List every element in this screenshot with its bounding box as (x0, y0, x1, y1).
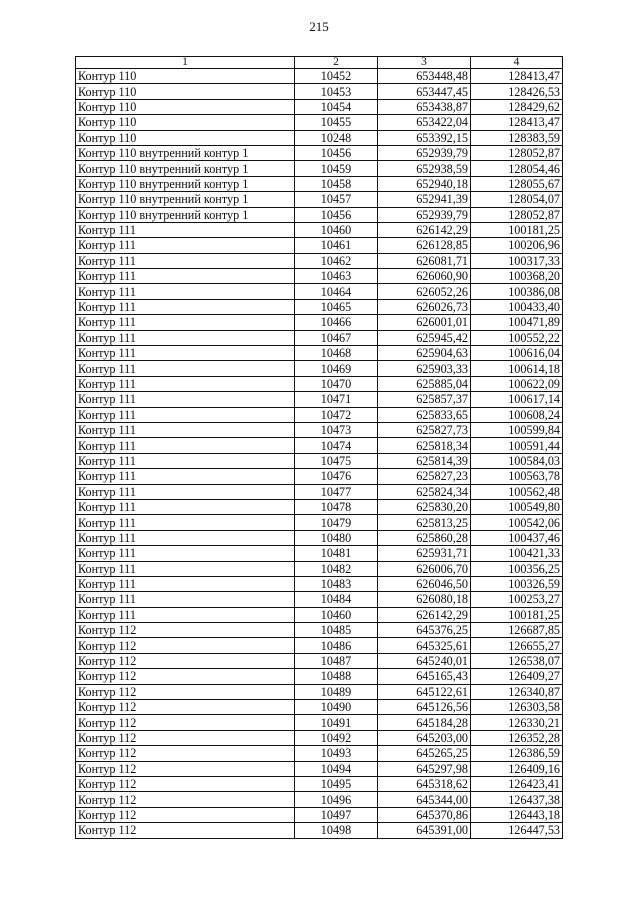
point-number-cell: 10498 (295, 823, 378, 838)
table-row (76, 484, 563, 499)
x-coordinate-cell: 626081,71 (378, 253, 471, 268)
table-row (76, 761, 563, 776)
contour-name-cell: Контур 111 (76, 376, 295, 391)
contour-name-cell: Контур 112 (76, 792, 295, 807)
point-number-cell: 10495 (295, 776, 378, 791)
table-row (76, 792, 563, 807)
x-coordinate-cell: 625813,25 (378, 515, 471, 530)
y-coordinate-cell: 100591,44 (471, 438, 563, 453)
table-row (76, 561, 563, 576)
point-number-cell: 10489 (295, 684, 378, 699)
x-coordinate-cell: 645344,00 (378, 792, 471, 807)
y-coordinate-cell: 100437,46 (471, 530, 563, 545)
point-number-cell: 10496 (295, 792, 378, 807)
x-coordinate-cell: 645165,43 (378, 669, 471, 684)
point-number-cell: 10485 (295, 623, 378, 638)
x-coordinate-cell: 645376,25 (378, 623, 471, 638)
x-coordinate-cell: 645126,56 (378, 700, 471, 715)
table-row (76, 69, 563, 84)
y-coordinate-cell: 128426,53 (471, 84, 563, 99)
y-coordinate-cell: 100471,89 (471, 315, 563, 330)
x-coordinate-cell: 625904,63 (378, 346, 471, 361)
y-coordinate-cell: 100616,04 (471, 346, 563, 361)
contour-name-cell: Контур 111 (76, 438, 295, 453)
point-number-cell: 10478 (295, 499, 378, 514)
table-row (76, 161, 563, 176)
y-coordinate-cell: 128413,47 (471, 69, 563, 84)
y-coordinate-cell: 100549,80 (471, 499, 563, 514)
point-number-cell: 10473 (295, 422, 378, 437)
y-coordinate-cell: 100584,03 (471, 453, 563, 468)
contour-name-cell: Контур 110 внутренний контур 1 (76, 176, 295, 191)
point-number-cell: 10454 (295, 99, 378, 114)
x-coordinate-cell: 625903,33 (378, 361, 471, 376)
y-coordinate-cell: 128429,62 (471, 99, 563, 114)
table-row (76, 576, 563, 591)
contour-name-cell: Контур 112 (76, 823, 295, 838)
table-row (76, 453, 563, 468)
point-number-cell: 10468 (295, 346, 378, 361)
x-coordinate-cell: 625827,73 (378, 422, 471, 437)
point-number-cell: 10481 (295, 546, 378, 561)
y-coordinate-cell: 126437,38 (471, 792, 563, 807)
point-number-cell: 10452 (295, 69, 378, 84)
y-coordinate-cell: 100326,59 (471, 576, 563, 591)
point-number-cell: 10487 (295, 653, 378, 668)
point-number-cell: 10477 (295, 484, 378, 499)
x-coordinate-cell: 626128,85 (378, 238, 471, 253)
contour-name-cell: Контур 111 (76, 238, 295, 253)
table-row (76, 207, 563, 222)
contour-name-cell: Контур 111 (76, 361, 295, 376)
point-number-cell: 10470 (295, 376, 378, 391)
point-number-cell: 10463 (295, 269, 378, 284)
table-header-row (76, 57, 563, 69)
contour-name-cell: Контур 110 (76, 130, 295, 145)
contour-name-cell: Контур 112 (76, 715, 295, 730)
contour-name-cell: Контур 112 (76, 776, 295, 791)
point-number-cell: 10493 (295, 746, 378, 761)
point-number-cell: 10484 (295, 592, 378, 607)
table-row (76, 299, 563, 314)
y-coordinate-cell: 128054,46 (471, 161, 563, 176)
x-coordinate-cell: 652940,18 (378, 176, 471, 191)
y-coordinate-cell: 100386,08 (471, 284, 563, 299)
x-coordinate-cell: 625885,04 (378, 376, 471, 391)
x-coordinate-cell: 645370,86 (378, 807, 471, 822)
y-coordinate-cell: 126340,87 (471, 684, 563, 699)
point-number-cell: 10456 (295, 145, 378, 160)
x-coordinate-cell: 645325,61 (378, 638, 471, 653)
x-coordinate-cell: 645203,00 (378, 730, 471, 745)
contour-name-cell: Контур 111 (76, 499, 295, 514)
contour-name-cell: Контур 111 (76, 222, 295, 237)
y-coordinate-cell: 100253,27 (471, 592, 563, 607)
y-coordinate-cell: 126655,27 (471, 638, 563, 653)
contour-name-cell: Контур 111 (76, 346, 295, 361)
table-row (76, 422, 563, 437)
table-row (76, 438, 563, 453)
x-coordinate-cell: 653422,04 (378, 115, 471, 130)
point-number-cell: 10469 (295, 361, 378, 376)
contour-name-cell: Контур 111 (76, 422, 295, 437)
contour-name-cell: Контур 112 (76, 761, 295, 776)
x-coordinate-cell: 626026,73 (378, 299, 471, 314)
x-coordinate-cell: 645391,00 (378, 823, 471, 838)
y-coordinate-cell: 128413,47 (471, 115, 563, 130)
table-row (76, 807, 563, 822)
table-row (76, 499, 563, 514)
point-number-cell: 10464 (295, 284, 378, 299)
contour-name-cell: Контур 110 внутренний контур 1 (76, 161, 295, 176)
y-coordinate-cell: 100608,24 (471, 407, 563, 422)
table-row (76, 700, 563, 715)
point-number-cell: 10461 (295, 238, 378, 253)
y-coordinate-cell: 100433,40 (471, 299, 563, 314)
y-coordinate-cell: 126409,16 (471, 761, 563, 776)
contour-name-cell: Контур 110 (76, 84, 295, 99)
point-number-cell: 10482 (295, 561, 378, 576)
contour-name-cell: Контур 111 (76, 284, 295, 299)
table-row (76, 392, 563, 407)
y-coordinate-cell: 126352,28 (471, 730, 563, 745)
contour-name-cell: Контур 111 (76, 515, 295, 530)
y-coordinate-cell: 100206,96 (471, 238, 563, 253)
table-row (76, 623, 563, 638)
table-row (76, 330, 563, 345)
y-coordinate-cell: 100562,48 (471, 484, 563, 499)
point-number-cell: 10456 (295, 207, 378, 222)
x-coordinate-cell: 626142,29 (378, 607, 471, 622)
y-coordinate-cell: 128054,07 (471, 192, 563, 207)
table-row (76, 238, 563, 253)
point-number-cell: 10474 (295, 438, 378, 453)
y-coordinate-cell: 100614,18 (471, 361, 563, 376)
coordinates-table (75, 56, 563, 839)
x-coordinate-cell: 625824,34 (378, 484, 471, 499)
y-coordinate-cell: 100617,14 (471, 392, 563, 407)
x-coordinate-cell: 653392,15 (378, 130, 471, 145)
y-coordinate-cell: 126303,58 (471, 700, 563, 715)
point-number-cell: 10483 (295, 576, 378, 591)
y-coordinate-cell: 126538,07 (471, 653, 563, 668)
contour-name-cell: Контур 110 внутренний контур 1 (76, 207, 295, 222)
x-coordinate-cell: 625833,65 (378, 407, 471, 422)
x-coordinate-cell: 625818,34 (378, 438, 471, 453)
table-row (76, 607, 563, 622)
contour-name-cell: Контур 111 (76, 453, 295, 468)
contour-name-cell: Контур 110 (76, 69, 295, 84)
table-row (76, 84, 563, 99)
table-row (76, 515, 563, 530)
x-coordinate-cell: 645184,28 (378, 715, 471, 730)
y-coordinate-cell: 128052,87 (471, 207, 563, 222)
point-number-cell: 10472 (295, 407, 378, 422)
x-coordinate-cell: 653438,87 (378, 99, 471, 114)
point-number-cell: 10492 (295, 730, 378, 745)
point-number-cell: 10491 (295, 715, 378, 730)
contour-name-cell: Контур 111 (76, 469, 295, 484)
table-row (76, 115, 563, 130)
x-coordinate-cell: 645265,25 (378, 746, 471, 761)
y-coordinate-cell: 100181,25 (471, 222, 563, 237)
point-number-cell: 10476 (295, 469, 378, 484)
point-number-cell: 10460 (295, 607, 378, 622)
x-coordinate-cell: 653447,45 (378, 84, 471, 99)
column-header-2: 2 (295, 57, 378, 69)
point-number-cell: 10480 (295, 530, 378, 545)
y-coordinate-cell: 126443,18 (471, 807, 563, 822)
point-number-cell: 10457 (295, 192, 378, 207)
y-coordinate-cell: 126423,41 (471, 776, 563, 791)
contour-name-cell: Контур 111 (76, 576, 295, 591)
y-coordinate-cell: 128383,59 (471, 130, 563, 145)
column-header-3: 3 (378, 57, 471, 69)
table-row (76, 130, 563, 145)
x-coordinate-cell: 652941,39 (378, 192, 471, 207)
y-coordinate-cell: 128055,67 (471, 176, 563, 191)
contour-name-cell: Контур 111 (76, 330, 295, 345)
contour-name-cell: Контур 111 (76, 253, 295, 268)
table-row (76, 346, 563, 361)
contour-name-cell: Контур 112 (76, 730, 295, 745)
x-coordinate-cell: 625857,37 (378, 392, 471, 407)
y-coordinate-cell: 126330,21 (471, 715, 563, 730)
y-coordinate-cell: 126447,53 (471, 823, 563, 838)
x-coordinate-cell: 645240,01 (378, 653, 471, 668)
contour-name-cell: Контур 111 (76, 561, 295, 576)
x-coordinate-cell: 652939,79 (378, 145, 471, 160)
table-row (76, 746, 563, 761)
y-coordinate-cell: 100317,33 (471, 253, 563, 268)
table-row (76, 284, 563, 299)
contour-name-cell: Контур 111 (76, 392, 295, 407)
x-coordinate-cell: 626006,70 (378, 561, 471, 576)
y-coordinate-cell: 126409,27 (471, 669, 563, 684)
column-header-4: 4 (471, 57, 563, 69)
contour-name-cell: Контур 112 (76, 669, 295, 684)
table-row (76, 530, 563, 545)
contour-name-cell: Контур 110 внутренний контур 1 (76, 145, 295, 160)
table-row (76, 638, 563, 653)
table-row (76, 546, 563, 561)
point-number-cell: 10486 (295, 638, 378, 653)
table-row (76, 669, 563, 684)
x-coordinate-cell: 626046,50 (378, 576, 471, 591)
y-coordinate-cell: 100421,33 (471, 546, 563, 561)
x-coordinate-cell: 652939,79 (378, 207, 471, 222)
x-coordinate-cell: 653448,48 (378, 69, 471, 84)
contour-name-cell: Контур 110 (76, 99, 295, 114)
y-coordinate-cell: 126687,85 (471, 623, 563, 638)
contour-name-cell: Контур 111 (76, 546, 295, 561)
y-coordinate-cell: 126386,59 (471, 746, 563, 761)
contour-name-cell: Контур 110 внутренний контур 1 (76, 192, 295, 207)
y-coordinate-cell: 100552,22 (471, 330, 563, 345)
y-coordinate-cell: 100356,25 (471, 561, 563, 576)
point-number-cell: 10466 (295, 315, 378, 330)
x-coordinate-cell: 626060,90 (378, 269, 471, 284)
contour-name-cell: Контур 111 (76, 315, 295, 330)
contour-name-cell: Контур 112 (76, 684, 295, 699)
y-coordinate-cell: 100563,78 (471, 469, 563, 484)
point-number-cell: 10460 (295, 222, 378, 237)
contour-name-cell: Контур 110 (76, 115, 295, 130)
y-coordinate-cell: 100599,84 (471, 422, 563, 437)
table-row (76, 776, 563, 791)
contour-name-cell: Контур 112 (76, 746, 295, 761)
contour-name-cell: Контур 111 (76, 607, 295, 622)
table-row (76, 730, 563, 745)
x-coordinate-cell: 652938,59 (378, 161, 471, 176)
contour-name-cell: Контур 112 (76, 807, 295, 822)
y-coordinate-cell: 100622,09 (471, 376, 563, 391)
x-coordinate-cell: 645318,62 (378, 776, 471, 791)
table-row (76, 361, 563, 376)
point-number-cell: 10490 (295, 700, 378, 715)
contour-name-cell: Контур 111 (76, 592, 295, 607)
table-row (76, 145, 563, 160)
y-coordinate-cell: 100181,25 (471, 607, 563, 622)
contour-name-cell: Контур 111 (76, 407, 295, 422)
contour-name-cell: Контур 111 (76, 484, 295, 499)
x-coordinate-cell: 625814,39 (378, 453, 471, 468)
y-coordinate-cell: 100542,06 (471, 515, 563, 530)
table-row (76, 253, 563, 268)
y-coordinate-cell: 100368,20 (471, 269, 563, 284)
page-number: 215 (309, 19, 329, 34)
point-number-cell: 10488 (295, 669, 378, 684)
table-row (76, 269, 563, 284)
y-coordinate-cell: 128052,87 (471, 145, 563, 160)
table-row (76, 99, 563, 114)
table-body (76, 69, 563, 839)
point-number-cell: 10462 (295, 253, 378, 268)
table-row (76, 715, 563, 730)
point-number-cell: 10248 (295, 130, 378, 145)
table-row (76, 823, 563, 838)
table-row (76, 192, 563, 207)
table-row (76, 407, 563, 422)
point-number-cell: 10465 (295, 299, 378, 314)
point-number-cell: 10467 (295, 330, 378, 345)
point-number-cell: 10471 (295, 392, 378, 407)
point-number-cell: 10455 (295, 115, 378, 130)
point-number-cell: 10453 (295, 84, 378, 99)
x-coordinate-cell: 625827,23 (378, 469, 471, 484)
x-coordinate-cell: 645122,61 (378, 684, 471, 699)
x-coordinate-cell: 625931,71 (378, 546, 471, 561)
table-row (76, 469, 563, 484)
table-row (76, 315, 563, 330)
point-number-cell: 10479 (295, 515, 378, 530)
contour-name-cell: Контур 112 (76, 623, 295, 638)
table-row (76, 653, 563, 668)
contour-name-cell: Контур 111 (76, 299, 295, 314)
point-number-cell: 10497 (295, 807, 378, 822)
x-coordinate-cell: 625860,28 (378, 530, 471, 545)
contour-name-cell: Контур 112 (76, 653, 295, 668)
contour-name-cell: Контур 112 (76, 700, 295, 715)
contour-name-cell: Контур 112 (76, 638, 295, 653)
column-header-1: 1 (76, 57, 295, 69)
point-number-cell: 10494 (295, 761, 378, 776)
contour-name-cell: Контур 111 (76, 269, 295, 284)
x-coordinate-cell: 626080,18 (378, 592, 471, 607)
x-coordinate-cell: 625945,42 (378, 330, 471, 345)
x-coordinate-cell: 645297,98 (378, 761, 471, 776)
table-row (76, 176, 563, 191)
table-row (76, 684, 563, 699)
table-row (76, 592, 563, 607)
point-number-cell: 10475 (295, 453, 378, 468)
x-coordinate-cell: 625830,20 (378, 499, 471, 514)
point-number-cell: 10459 (295, 161, 378, 176)
x-coordinate-cell: 626001,01 (378, 315, 471, 330)
point-number-cell: 10458 (295, 176, 378, 191)
table-row (76, 222, 563, 237)
x-coordinate-cell: 626142,29 (378, 222, 471, 237)
contour-name-cell: Контур 111 (76, 530, 295, 545)
table-row (76, 376, 563, 391)
x-coordinate-cell: 626052,26 (378, 284, 471, 299)
